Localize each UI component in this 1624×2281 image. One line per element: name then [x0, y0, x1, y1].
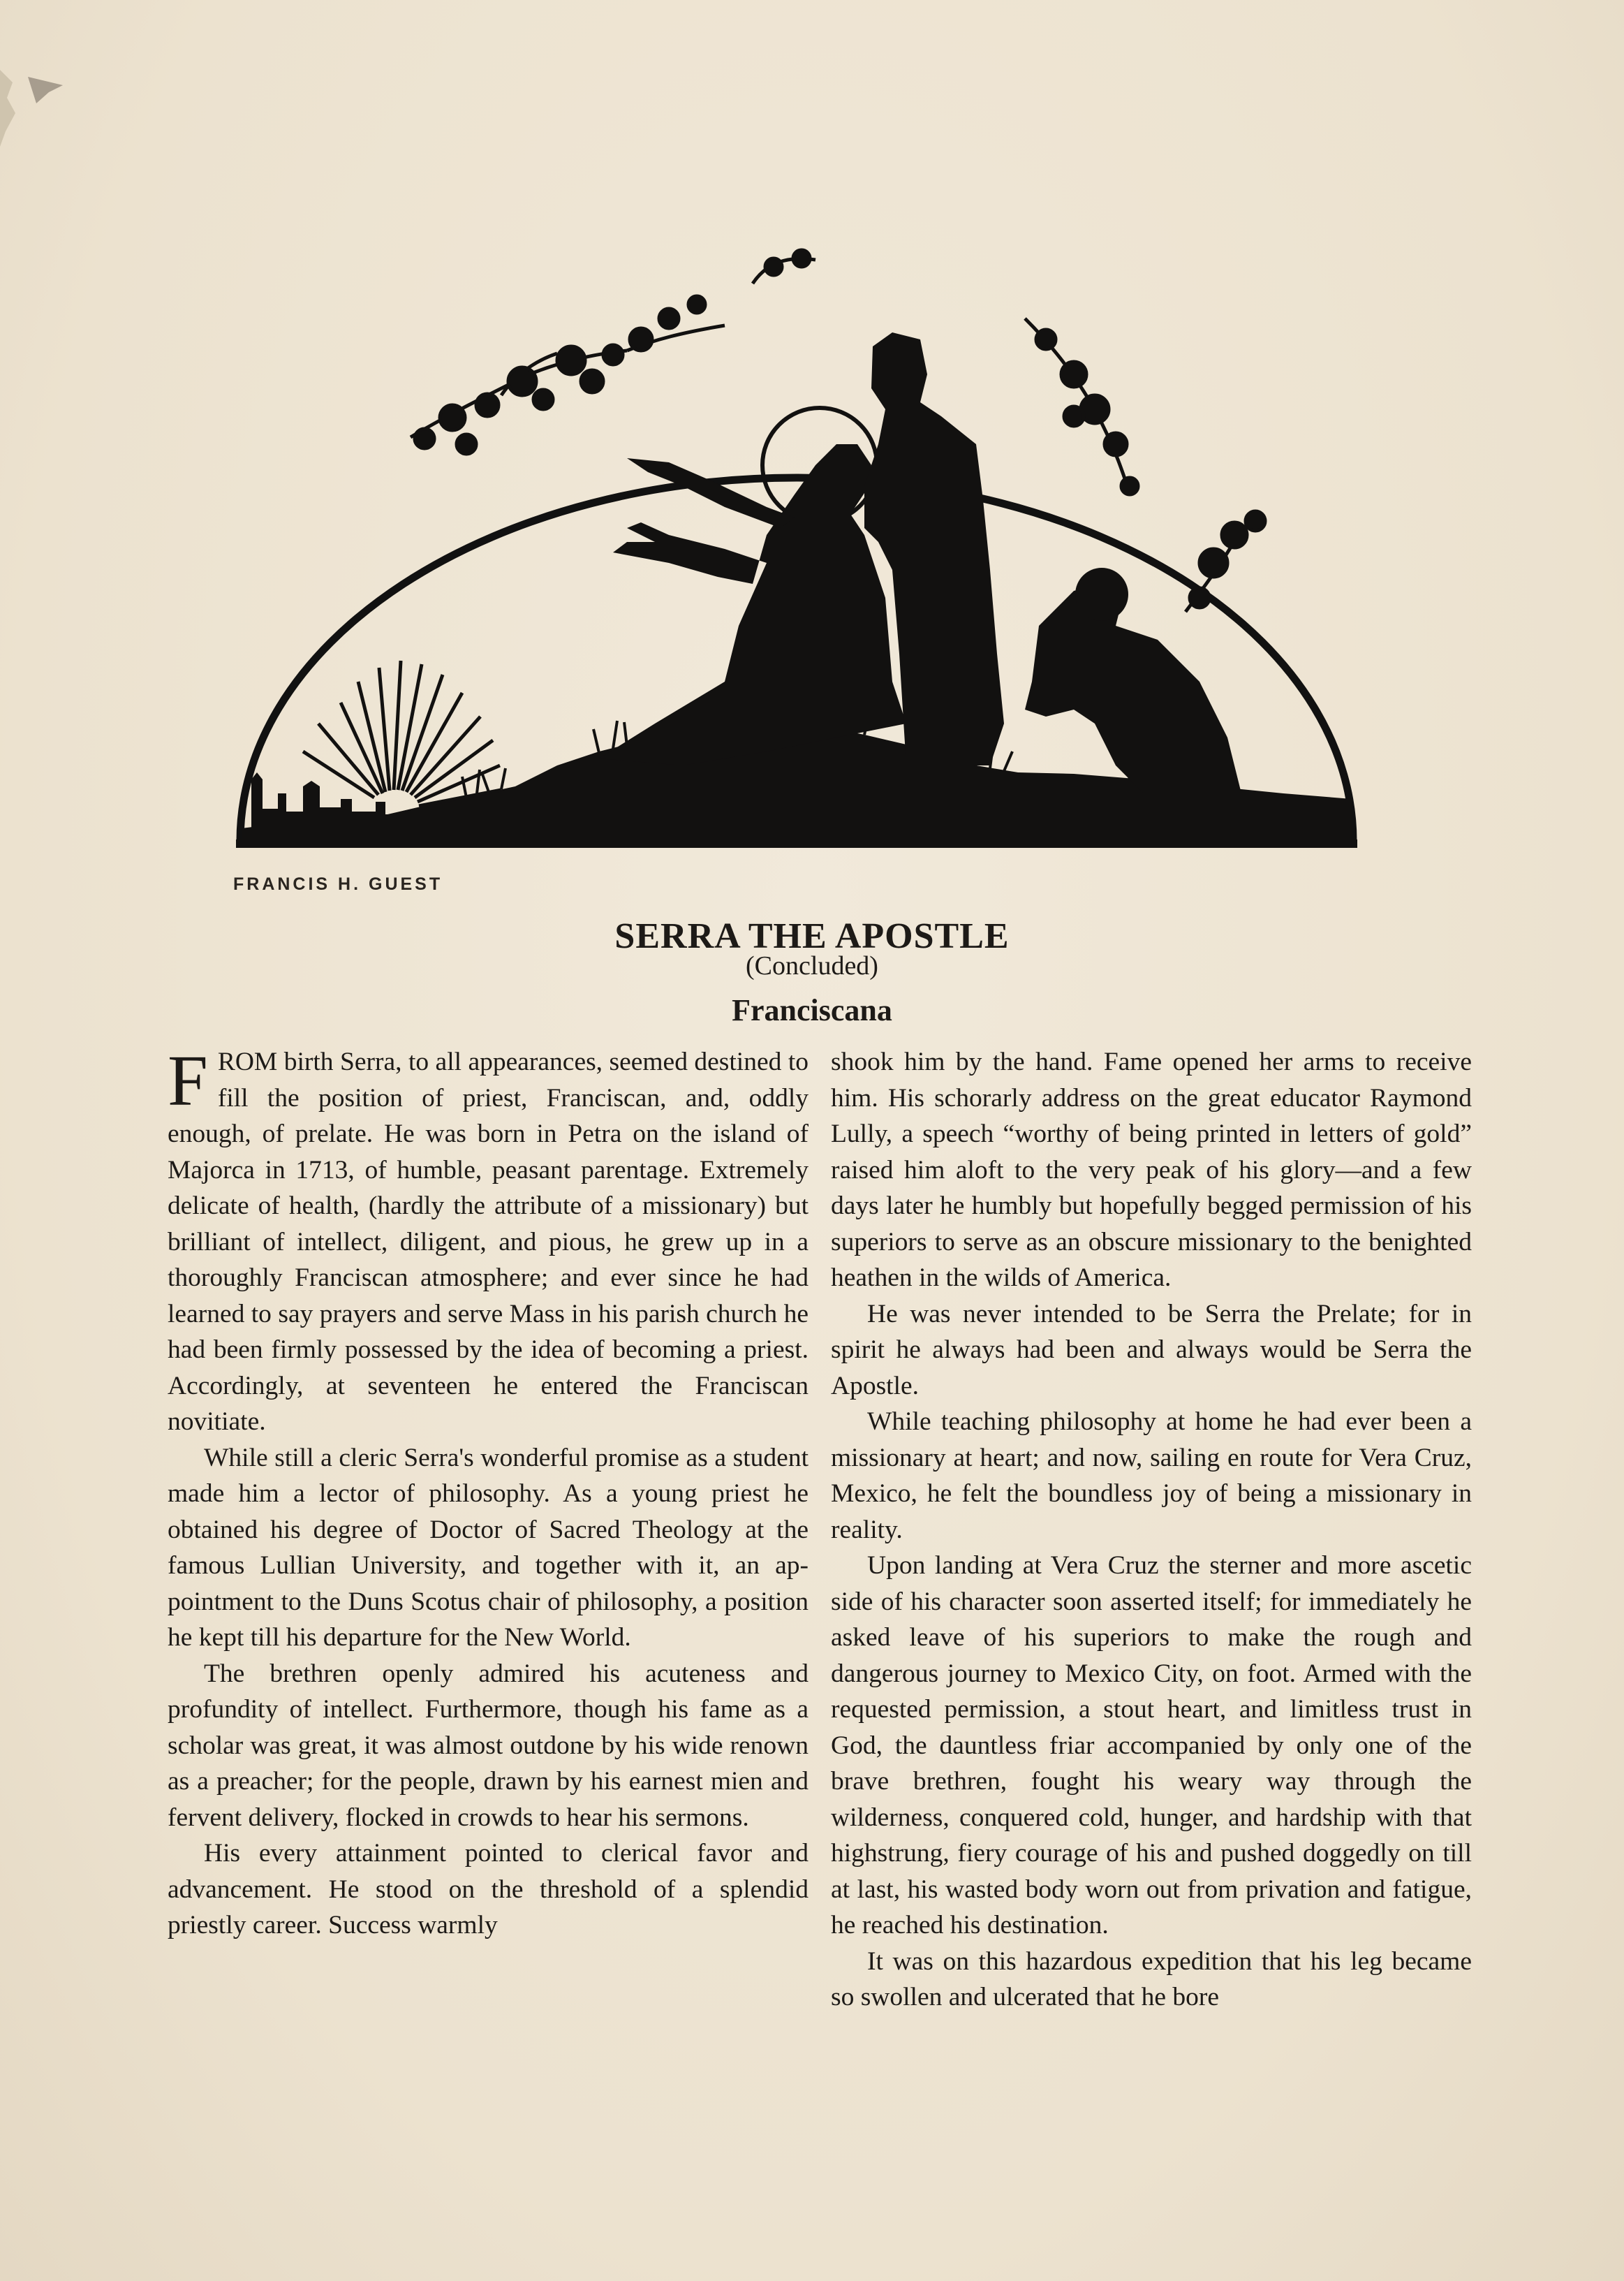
paragraph: While teaching philosophy at home he had ever been a missionary at heart; and now, sailing en route for Vera Cruz, Mexico, he felt the boundless joy of being a missionary in reality. [831, 1407, 1472, 1544]
paragraph: Upon landing at Vera Cruz the sterner and more ascetic side of his character soon asserted itself; for immediately he asked leave of his superiors to make the rough and dangerous journey to Mexico City, on foot. Armed with the requested permission, a stout heart, and limitless trust in God, the dauntless friar accompanied by only one of the brave brethren, fought his weary way through the wilderness, conquered cold, hunger, and hardship with that highstrung, fiery courage of his and pushed doggedly on till at last, his wasted body worn out from privation and fatigue, he reached his destination. [831, 1551, 1472, 1939]
paragraph: It was on this hazardous expedition that his leg became so swollen and ulcerated that he bore [831, 1946, 1472, 2011]
left-text-column [168, 1041, 809, 2162]
paragraph-text: ROM birth Serra, to all appearances, seemed destined to fill the position of priest, Franciscan, and, oddly enough, of prelate. He was born in Petra on the island of Majorca in 1713, of humble, peasant parentage. Extremely delicate of health, (hardly the attribute of a missionary) but brilliant of intellect, diligent, and pious, he grew up in a thoroughly Franciscan atmosphere; and ever since he had learned to say prayers and serve Mass in his parish church he had been firmly possessed by the idea of becoming a priest. Accordingly, at seventeen he entered the Franciscan novitiate. [168, 1048, 809, 1436]
paragraph: He was never intended to be Serra the Prelate; for in spirit he always had been and always would be Serra the Apostle. [831, 1299, 1472, 1400]
silhouette-lunette-icon [236, 235, 1357, 848]
article-subtitle: (Concluded) [746, 951, 878, 981]
paragraph [168, 1041, 809, 1440]
right-text-column [831, 1044, 1472, 2162]
page-wear-mark [0, 49, 77, 161]
article-byline: Franciscana [732, 993, 892, 1027]
paragraph: His every attainment pointed to clerical favor and advancement. He stood on the threshold of a splendid priestly career. Success warmly [168, 1839, 809, 1939]
paragraph: While still a cleric Serra's wonderful promise as a student made him a lector of philosophy. As a young priest he obtained his degree of Doctor of Sacred Theology at the famous Lullian University, and together with it, an appointment to the Duns Scotus chair of philosophy, a position he kept till his departure for the New World. [168, 1443, 809, 1652]
drop-cap: F [168, 1041, 208, 1121]
illustration-credit: FRANCIS H. GUEST [233, 874, 443, 894]
article-title: SERRA THE APOSTLE [614, 916, 1010, 956]
paragraph: The brethren openly admired his acuteness and profundity of intellect. Furthermore, though his fame as a scholar was great, it was almost outdone by his wide renown as a preacher; for the people, drawn by his earnest mien and fervent delivery, flocked in crowds to hear his sermons. [168, 1659, 809, 1832]
paragraph: shook him by the hand. Fame opened her arms to receive him. His schorarly address on the great educator Raymond Lully, a speech “worthy of being printed in letters of gold” raised him aloft to the very peak of his glory—and a few days later he humbly but hopefully begged permission of his superiors to serve as an obscure missionary to the benighted heathen in the wilds of America. [831, 1048, 1472, 1292]
